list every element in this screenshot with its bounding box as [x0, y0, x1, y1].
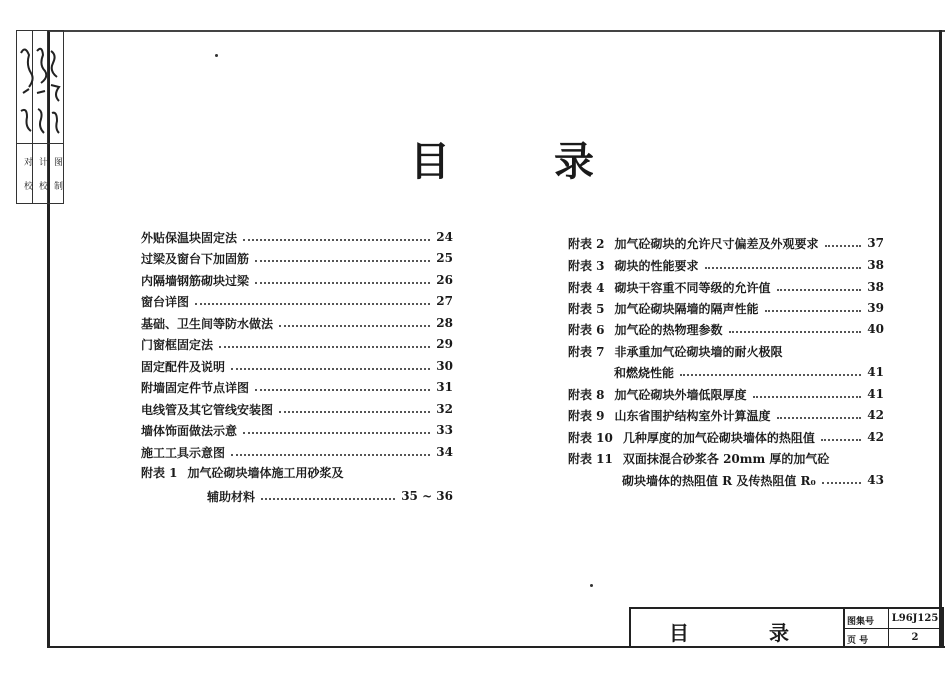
toc-item[interactable]: 附表 11 双面抹混合砂浆各 20mm 厚的加气砼	[568, 451, 830, 466]
toc-item-cont[interactable]: 和燃烧性能 41	[614, 365, 884, 380]
toc-item[interactable]: 附表 4 砌块干容重不同等级的允许值 38	[568, 280, 884, 295]
toc-item-cont[interactable]: 砌块墙体的热阻值 R 及传热阻值 R₀ 43	[622, 473, 884, 488]
strip-role-2: 计	[37, 157, 47, 166]
strip-label-1: 校	[22, 181, 32, 190]
title-block-title: 目	[669, 621, 689, 645]
toc-item[interactable]: 门窗框固定法 29	[141, 337, 453, 352]
toc-item[interactable]: 附墙固定件节点详图 31	[141, 380, 453, 395]
toc-item[interactable]: 附表 3 砌块的性能要求 38	[568, 258, 884, 273]
toc-item[interactable]: 附表 9 山东省围护结构室外计算温度 42	[568, 408, 884, 423]
scan-speck	[215, 54, 218, 57]
page-title-2: 录	[554, 138, 594, 185]
toc-appendix-1[interactable]: 附表 1 加气砼砌块墙体施工用砂浆及	[141, 465, 344, 480]
strip-label-3: 制	[52, 181, 62, 190]
toc-item[interactable]: 窗台详图 27	[141, 294, 453, 309]
toc-item[interactable]: 附表 10 几种厚度的加气砼砌块墙体的热阻值 42	[568, 430, 884, 445]
page-number-label: 页 号	[847, 636, 869, 646]
drawing-frame-right-edge	[939, 30, 942, 646]
toc-item[interactable]: 附表 5 加气砼砌块隔墙的隔声性能 39	[568, 301, 884, 316]
toc-item[interactable]: 固定配件及说明 30	[141, 359, 453, 374]
toc-item[interactable]: 电线管及其它管线安装图 32	[141, 402, 453, 417]
toc-item[interactable]: 施工工具示意图 34	[141, 445, 453, 460]
strip-label-2: 校	[37, 181, 47, 190]
atlas-number: L96J125	[891, 613, 939, 624]
toc-item[interactable]: 过梁及窗台下加固筋 25	[141, 251, 453, 266]
toc-item[interactable]: 附表 6 加气砼的热物理参数 40	[568, 322, 884, 337]
toc-item[interactable]: 外贴保温块固定法 24	[141, 230, 453, 245]
toc-item[interactable]: 附表 8 加气砼砌块外墙低限厚度 41	[568, 387, 884, 402]
toc-item[interactable]: 附表 7 非承重加气砼砌块墙的耐火极限	[568, 344, 783, 359]
page-title: 目	[410, 138, 450, 185]
title-block	[629, 607, 944, 647]
strip-role-1: 对	[22, 157, 32, 166]
title-block-title-2: 录	[769, 621, 789, 645]
toc-item[interactable]: 附表 2 加气砼砌块的允许尺寸偏差及外观要求 37	[568, 236, 884, 251]
approval-strip	[16, 30, 64, 204]
toc-item[interactable]: 墙体饰面做法示意 33	[141, 423, 453, 438]
toc-item[interactable]: 内隔墙钢筋砌块过梁 26	[141, 273, 453, 288]
atlas-number-label: 图集号	[847, 617, 875, 627]
handwritten-signatures	[17, 33, 63, 143]
scan-speck	[590, 584, 593, 587]
page-number: 2	[911, 632, 919, 643]
toc-appendix-1-cont[interactable]: 辅助材料 35 ~ 36	[207, 489, 453, 504]
strip-role-3: 图	[52, 157, 62, 166]
toc-item[interactable]: 基础、卫生间等防水做法 28	[141, 316, 453, 331]
